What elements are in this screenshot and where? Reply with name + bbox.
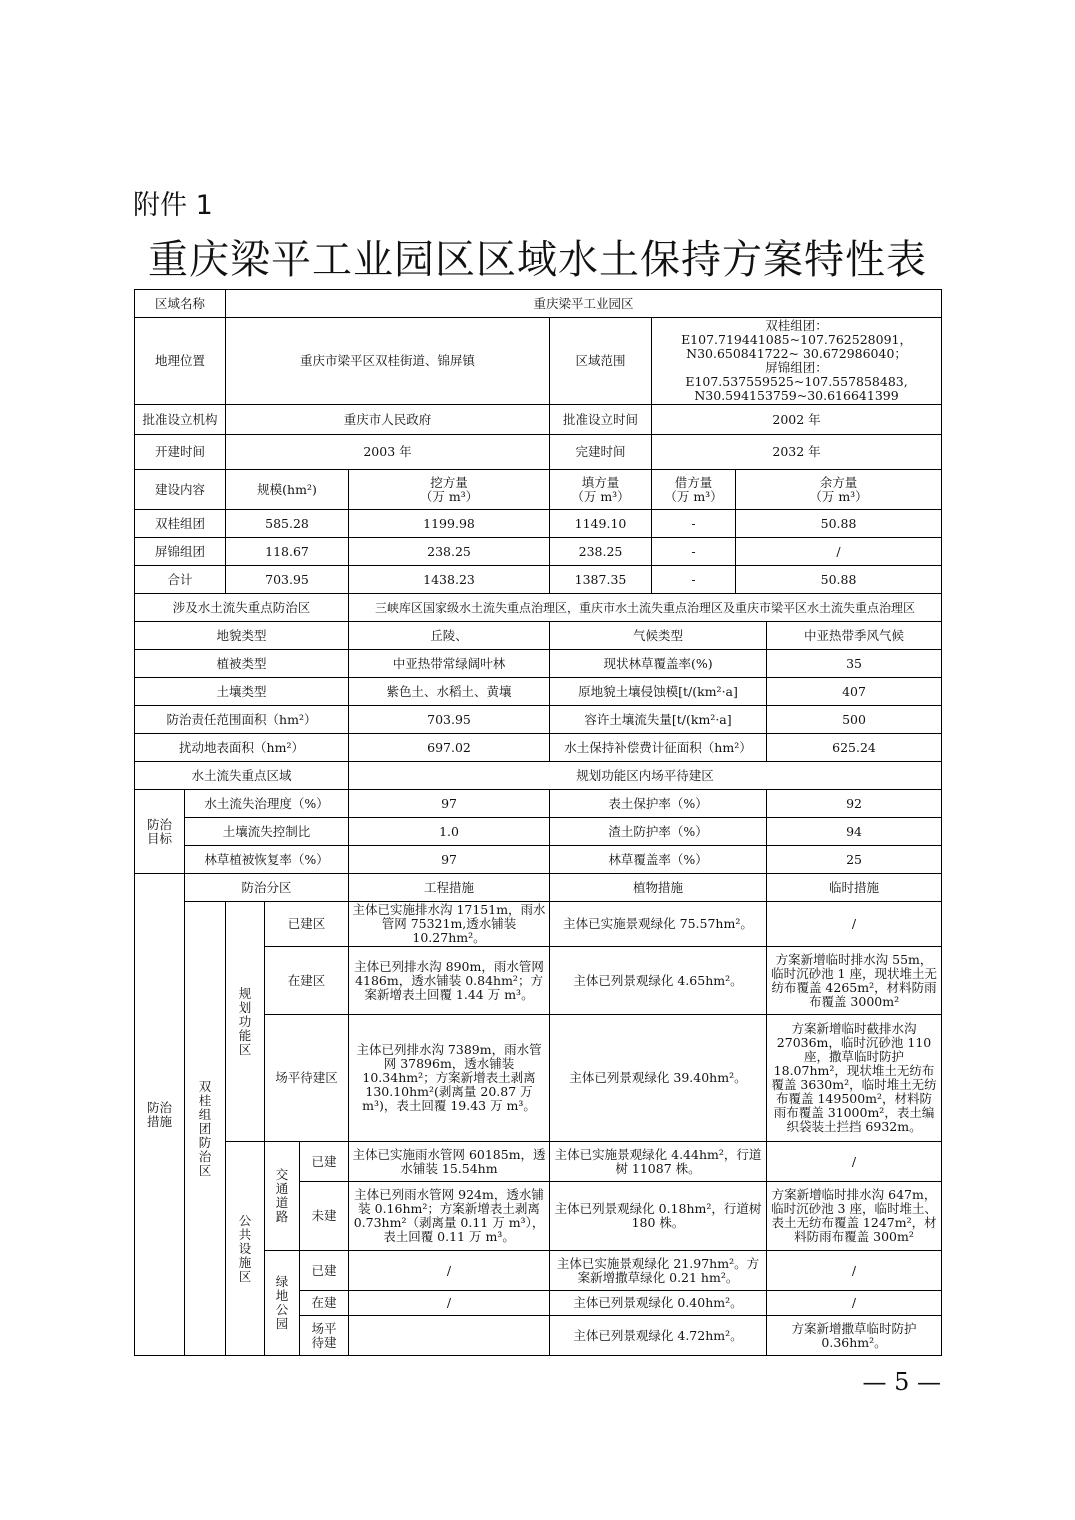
- eng-measure: 主体已实施排水沟 17151m，雨水管网 75321m,透水铺装 10.27hm²。: [349, 902, 550, 947]
- zone-name: 已建: [300, 1251, 349, 1291]
- col-surplus: [736, 470, 942, 510]
- measures-col-eng: 工程措施: [349, 874, 550, 902]
- plant-measure: 主体已列景观绿化 0.18hm²，行道树 180 株。: [550, 1182, 767, 1251]
- shuanggui-text: 双桂组团防治区: [198, 1078, 212, 1178]
- target-name: 林草覆盖率（%）: [550, 846, 767, 874]
- key-zone: 三峡库区国家级水土流失重点治理区，重庆市水土流失重点治理区及重庆市梁平区水土流失重点治理区: [349, 594, 942, 622]
- table-row: [135, 762, 942, 790]
- scope-label: 区域范围: [550, 318, 652, 405]
- traffic-label: [265, 1142, 300, 1251]
- target-value: 92: [767, 790, 942, 818]
- approve-org: 重庆市人民政府: [226, 405, 550, 435]
- scope-line: 双桂组团：E107.719441085~107.762528091，: [681, 318, 912, 347]
- zone-name: 场平待建区: [265, 1015, 349, 1142]
- finish-label: 完建时间: [550, 435, 652, 470]
- cell-scale: 703.95: [226, 566, 349, 594]
- allow-loss-label: 容许土壤流失量[t/(km²·a]: [550, 706, 767, 734]
- plant-measure: 主体已列景观绿化 4.72hm²。: [550, 1316, 767, 1356]
- table-row: [135, 538, 942, 566]
- key-zone-label: 涉及水土流失重点防治区: [135, 594, 349, 622]
- col-borrow: [652, 470, 736, 510]
- target-name: 表土保护率（%）: [550, 790, 767, 818]
- cell-borrow: -: [652, 510, 736, 538]
- col-unit: （万 m³）: [809, 488, 868, 504]
- cell-surplus: 50.88: [736, 510, 942, 538]
- cell-borrow: -: [652, 538, 736, 566]
- zone-name: 已建: [300, 1142, 349, 1182]
- row-name: 屏锦组团: [135, 538, 226, 566]
- eng-measure: 主体已列雨水管网 924m，透水铺装 0.16hm²；方案新增表土剥离 0.73hm²（剥离量 0.11 万 m³），表土回覆 0.11 万 m³。: [349, 1182, 550, 1251]
- eng-measure: /: [349, 1251, 550, 1291]
- zone-name: 在建: [300, 1291, 349, 1316]
- cell-surplus: 50.88: [736, 566, 942, 594]
- temp-measure: /: [767, 1251, 942, 1291]
- temp-measure: 方案新增撒草临时防护 0.36hm²。: [767, 1316, 942, 1356]
- plant-measure: 主体已列景观绿化 0.40hm²。: [550, 1291, 767, 1316]
- cell-dig: 1438.23: [349, 566, 550, 594]
- allow-loss-value: 500: [767, 706, 942, 734]
- table-row: [135, 405, 942, 435]
- target-value: 94: [767, 818, 942, 846]
- zone-name: [300, 1316, 349, 1356]
- target-value: 25: [767, 846, 942, 874]
- build-label: 建设内容: [135, 470, 226, 510]
- col-name: 填方量: [581, 474, 620, 490]
- col-name: 挖方量: [430, 474, 468, 490]
- geo-value: 重庆市梁平区双桂街道、锦屏镇: [226, 318, 550, 405]
- table-row: [135, 734, 942, 762]
- planning-text: 规划功能区: [238, 985, 252, 1057]
- table-row: [135, 318, 942, 405]
- region-name: 重庆梁平工业园区: [226, 290, 942, 318]
- landform-value: 丘陵、: [349, 622, 550, 650]
- target-name: 土壤流失控制比: [185, 818, 349, 846]
- col-unit: （万 m³）: [571, 488, 630, 504]
- forest-cover-label: 现状林草覆盖率(%): [550, 650, 767, 678]
- green-label: [265, 1251, 300, 1356]
- measures-col-plant: 植物措施: [550, 874, 767, 902]
- approve-time-label: 批准设立时间: [550, 405, 652, 435]
- cell-surplus: /: [736, 538, 942, 566]
- cell-dig: 1199.98: [349, 510, 550, 538]
- temp-measure: 方案新增临时排水沟 647m，临时沉砂池 3 座，临时堆土、表土无纺布覆盖 1247m²，材料防雨布覆盖 300m²: [767, 1182, 942, 1251]
- plant-measure: 主体已实施景观绿化 75.57hm²。: [550, 902, 767, 947]
- shuanggui-label: [185, 902, 226, 1356]
- scope-line: E107.537559525~107.557858483,: [685, 374, 908, 389]
- forest-cover-value: 35: [767, 650, 942, 678]
- key-area-value: 规划功能区内场平待建区: [349, 762, 942, 790]
- col-fill: [550, 470, 652, 510]
- col-name: 余方量: [819, 474, 858, 490]
- col-unit: （万 m³）: [419, 488, 479, 504]
- eng-measure: [349, 1316, 550, 1356]
- cell-fill: 238.25: [550, 538, 652, 566]
- plant-measure: 主体已列景观绿化 39.40hm²。: [550, 1015, 767, 1142]
- cell-dig: 238.25: [349, 538, 550, 566]
- table-row: [135, 622, 942, 650]
- public-text: 公共设施区: [238, 1212, 252, 1284]
- table-row: [135, 818, 942, 846]
- page-number: — 5 —: [862, 1368, 941, 1396]
- scope-value: [652, 318, 942, 405]
- measures-col-temp: 临时措施: [767, 874, 942, 902]
- table-row: [135, 435, 942, 470]
- table-row: [135, 846, 942, 874]
- plant-measure: 主体已实施景观绿化 4.44hm²，行道树 11087 株。: [550, 1142, 767, 1182]
- row-name: 双桂组团: [135, 510, 226, 538]
- temp-measure: 方案新增临时截排水沟 27036m，临时沉砂池 110 座，撒草临时防护 18.07hm²，现状堆土无纺布覆盖 3630m²，临时堆土无纺布覆盖 149500m²，材料防雨布覆盖 31000m²，表土编织袋装土拦挡 6932m。: [767, 1015, 942, 1142]
- disturb-label: 扰动地表面积（hm²）: [135, 734, 349, 762]
- measures-label-text: 防治措施: [146, 1099, 172, 1129]
- table-row: [135, 594, 942, 622]
- characteristics-table: [134, 289, 942, 1356]
- resp-area-value: 703.95: [349, 706, 550, 734]
- temp-measure: /: [767, 1142, 942, 1182]
- zone-name: 在建区: [265, 947, 349, 1015]
- temp-measure: /: [767, 902, 942, 947]
- eng-measure: 主体已实施雨水管网 60185m，透水铺装 15.54hm: [349, 1142, 550, 1182]
- eng-measure: 主体已列排水沟 7389m，雨水管网 37896m，透水铺装 10.34hm²；方案新增表土剥离 130.10hm²(剥离量 20.87 万 m³)，表土回覆 19.43 万 m³。: [349, 1015, 550, 1142]
- attachment-label: 附件 1: [133, 190, 213, 221]
- comp-fee-value: 625.24: [767, 734, 942, 762]
- plant-measure: 主体已实施景观绿化 21.97hm²。方案新增撒草绿化 0.21 hm²。: [550, 1251, 767, 1291]
- measures-col-zone: 防治分区: [185, 874, 349, 902]
- veg-value: 中亚热带常绿阔叶林: [349, 650, 550, 678]
- target-name: 水土流失治理度（%）: [185, 790, 349, 818]
- green-text: 绿地公园: [275, 1274, 289, 1331]
- cell-scale: 118.67: [226, 538, 349, 566]
- page-title: 重庆梁平工业园区区域水土保持方案特性表: [148, 237, 927, 283]
- soil-value: 紫色土、水稻土、黄壤: [349, 678, 550, 706]
- approve-time: 2002 年: [652, 405, 942, 435]
- col-name: 借方量: [674, 474, 713, 490]
- table-row: [135, 650, 942, 678]
- temp-measure: 方案新增临时排水沟 55m，临时沉砂池 1 座，现状堆土无纺布覆盖 4265m²，材料防雨布覆盖 3000m²: [767, 947, 942, 1015]
- measures-label: [135, 874, 185, 1356]
- target-value: 1.0: [349, 818, 550, 846]
- disturb-value: 697.02: [349, 734, 550, 762]
- zone-name-text: 场平待建: [311, 1320, 337, 1350]
- planning-label: [226, 902, 265, 1142]
- cell-fill: 1387.35: [550, 566, 652, 594]
- landform-label: 地貌类型: [135, 622, 349, 650]
- start-value: 2003 年: [226, 435, 550, 470]
- table-row: [135, 470, 942, 510]
- comp-fee-label: 水土保持补偿费计征面积（hm²）: [550, 734, 767, 762]
- table-row: [135, 678, 942, 706]
- traffic-text: 交通道路: [275, 1167, 289, 1224]
- climate-label: 气候类型: [550, 622, 767, 650]
- geo-label: 地理位置: [135, 318, 226, 405]
- climate-value: 中亚热带季风气候: [767, 622, 942, 650]
- erosion-label: 原地貌土壤侵蚀模[t/(km²·a]: [550, 678, 767, 706]
- target-name: 林草植被恢复率（%）: [185, 846, 349, 874]
- finish-value: 2032 年: [652, 435, 942, 470]
- target-value: 97: [349, 790, 550, 818]
- veg-label: 植被类型: [135, 650, 349, 678]
- table-row: [135, 290, 942, 318]
- zone-name: 未建: [300, 1182, 349, 1251]
- key-area-label: 水土流失重点区域: [135, 762, 349, 790]
- soil-label: 土壤类型: [135, 678, 349, 706]
- table-row: [135, 1142, 942, 1182]
- target-value: 97: [349, 846, 550, 874]
- approve-org-label: 批准设立机构: [135, 405, 226, 435]
- col-dig: [349, 470, 550, 510]
- table-row: [135, 874, 942, 902]
- target-label-text: 防治目标: [146, 816, 172, 846]
- cell-scale: 585.28: [226, 510, 349, 538]
- target-name: 渣土防护率（%）: [550, 818, 767, 846]
- cell-borrow: -: [652, 566, 736, 594]
- table-row: [135, 706, 942, 734]
- table-row: [135, 902, 942, 947]
- col-scale: 规模(hm²): [226, 470, 349, 510]
- eng-measure: /: [349, 1291, 550, 1316]
- plant-measure: 主体已列景观绿化 4.65hm²。: [550, 947, 767, 1015]
- eng-measure: 主体已列排水沟 890m，雨水管网 4186m，透水铺装 0.84hm²；方案新增表土回覆 1.44 万 m³。: [349, 947, 550, 1015]
- scope-line: N30.650841722~ 30.672986040；: [686, 346, 907, 361]
- row-name: 合计: [135, 566, 226, 594]
- temp-measure: /: [767, 1291, 942, 1316]
- public-label: [226, 1142, 265, 1356]
- scope-line: 屏锦组团：: [765, 360, 828, 375]
- region-name-label: 区域名称: [135, 290, 226, 318]
- start-label: 开建时间: [135, 435, 226, 470]
- resp-area-label: 防治责任范围面积（hm²）: [135, 706, 349, 734]
- table-row: [135, 510, 942, 538]
- cell-fill: 1149.10: [550, 510, 652, 538]
- zone-name: 已建区: [265, 902, 349, 947]
- table-row: [135, 566, 942, 594]
- erosion-value: 407: [767, 678, 942, 706]
- table-row: [135, 790, 942, 818]
- col-unit: （万 m³）: [664, 488, 723, 504]
- target-label: [135, 790, 185, 874]
- scope-line: N30.594153759~30.616641399: [694, 388, 899, 403]
